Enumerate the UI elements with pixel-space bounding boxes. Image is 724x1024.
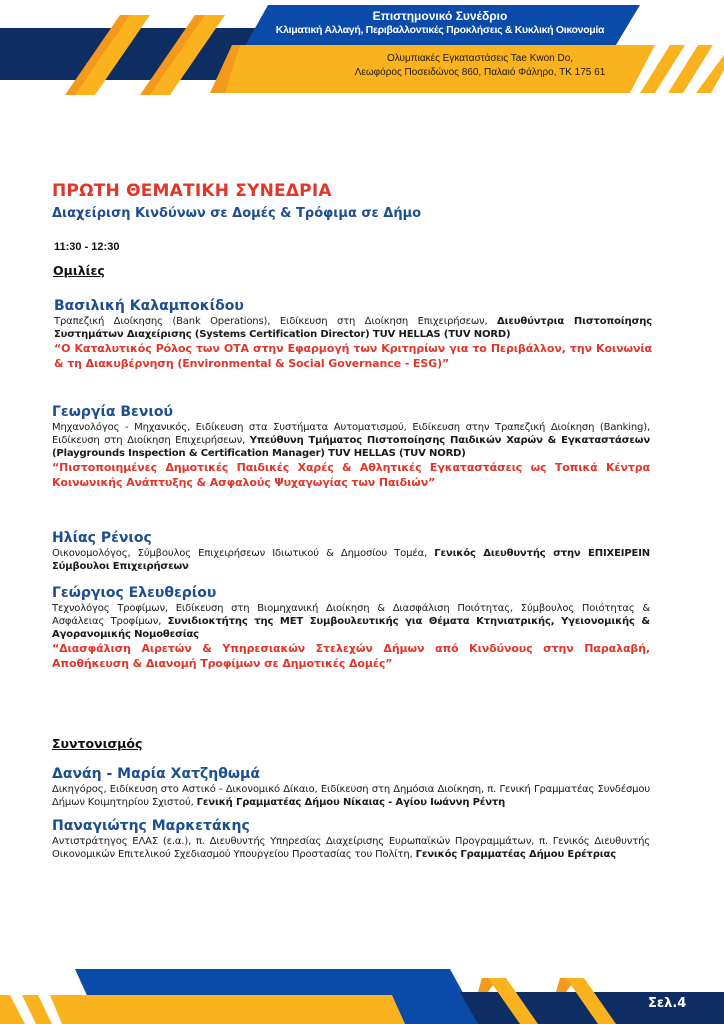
speaker-description: Τραπεζική Διοίκησης (Bank Operations), Ειδίκευση στη Διοίκηση Επιχειρήσεων, Διευθύντρια Πιστοποίησης Συστημάτων Διαχείρισης (Systems Certification Director) TUV HELLAS (TUV NORD): [54, 316, 652, 340]
speaker-name: Γεωργία Βενιού: [52, 404, 173, 420]
header-title-block: [250, 9, 630, 37]
session-subtitle: Διαχείριση Κινδύνων σε Δομές & Τρόφιμα σε Δήμο: [52, 206, 422, 221]
conference-theme: Κλιματική Αλλαγή, Περιβαλλοντικές Προκλήσεις & Κυκλική Οικονομία: [275, 24, 605, 36]
venue-line-2: Λεωφόρος Ποσειδώνος 860, Παλαιό Φάληρο, ΤΚ 175 61: [354, 67, 606, 78]
moderator-name: Δανάη - Μαρία Χατζηθωμά: [52, 766, 260, 782]
speakers-heading: Ομιλίες: [53, 263, 105, 278]
venue-block: [300, 52, 660, 80]
moderator-entry: [52, 765, 650, 809]
speaker-entry: [54, 297, 652, 371]
speaker-name: Βασιλική Καλαμποκίδου: [54, 298, 244, 314]
session-time: 11:30 - 12:30: [54, 241, 120, 253]
talk-title: “Διασφάλιση Αιρετών & Υπηρεσιακών Στελεχών Δήμων από Κινδύνους στην Παραλαβή, Αποθήκευση & Διανομή Τροφίμων σε Δημοτικές Δομές”: [52, 642, 650, 670]
page-number: Σελ.4: [648, 996, 687, 1011]
speaker-name: Ηλίας Ρένιος: [52, 530, 152, 546]
speaker-description: Τεχνολόγος Τροφίμων, Ειδίκευση στη Βιομηχανική Διοίκηση & Διασφάλιση Ποιότητας, Σύμβουλος Ποιότητας & Ασφάλειας Τροφίμων, Συνιδιοκτήτης της ΜΕΤ Συμβουλευτικής για Θέματα Κτηνιατρικής, Υγειονομικής & Αγορανομικής Νομοθεσίας: [52, 603, 650, 640]
venue-line-1: Ολυμπιακές Εγκαταστάσεις Tae Kwon Do,: [386, 53, 574, 64]
conference-label: Επιστημονικό Συνέδριο: [372, 9, 508, 23]
speaker-entry: [52, 403, 650, 490]
moderator-description: Αντιστράτηγος ΕΛΑΣ (ε.α.), π. Διευθυντής Υπηρεσίας Διαχείρισης Ευρωπαϊκών Προγραμμάτων, π. Γενικός Διευθυντής Οικονομικών Επιτελικού Σχεδιασμού Υπουργείου Προστασίας του Πολίτη, Γενικός Γραμματέας Δήμου Ερέτριας: [52, 836, 650, 860]
talk-title: “Πιστοποιημένες Δημοτικές Παιδικές Χαρές & Αθλητικές Εγκαταστάσεις ως Τοπικά Κέντρα Κοινωνικής Ανάπτυξης & Ασφαλούς Ψυχαγωγίας των Παιδιών”: [52, 461, 650, 489]
footer-banner-graphic: [0, 964, 724, 1024]
speaker-name: Γεώργιος Ελευθερίου: [52, 585, 217, 601]
speaker-description: Μηχανολόγος - Μηχανικός, Ειδίκευση στα Συστήματα Αυτοματισμού, Ειδίκευση στην Τραπεζική Διοίκηση (Banking), Ειδίκευση στη Διοίκηση Επιχειρήσεων, Υπεύθυνη Τμήματος Πιστοποίησης Παιδικών Χαρών & Εγκαταστάσεων (Playgrounds Inspection & Certification Manager) TUV HELLAS (TUV NORD): [52, 422, 650, 459]
talk-title: “Ο Καταλυτικός Ρόλος των ΟΤΑ στην Εφαρμογή των Κριτηρίων για το Περιβάλλον, την Κοινωνία & τη Διακυβέρνηση (Environmental & Social Governance - ESG)”: [54, 342, 652, 370]
moderator-description: Δικηγόρος, Ειδίκευση στο Αστικό - Δικονομικό Δίκαιο, Ειδίκευση στη Δημόσια Διοίκηση, π. Γενική Γραμματέας Συνδέσμου Δήμων Κοιμητηρίου Σχιστού, Γενική Γραμματέας Δήμου Νίκαιας - Αγίου Ιωάννη Ρέντη: [52, 784, 650, 808]
speaker-entry: [52, 529, 650, 573]
moderator-entry: [52, 817, 650, 861]
session-title: ΠΡΩΤΗ ΘΕΜΑΤΙΚΗ ΣΥΝΕΔΡΙΑ: [52, 181, 332, 201]
moderators-heading: Συντονισμός: [52, 736, 143, 751]
speaker-entry: [52, 584, 650, 671]
moderator-name: Παναγιώτης Μαρκετάκης: [52, 818, 250, 834]
speaker-description: Οικονομολόγος, Σύμβουλος Επιχειρήσεων Ιδιωτικού & Δημοσίου Τομέα, Γενικός Διευθυντής στην ΕΠΙΧΕΙΡΕΙΝ Σύμβουλοι Επιχειρήσεων: [52, 548, 650, 572]
